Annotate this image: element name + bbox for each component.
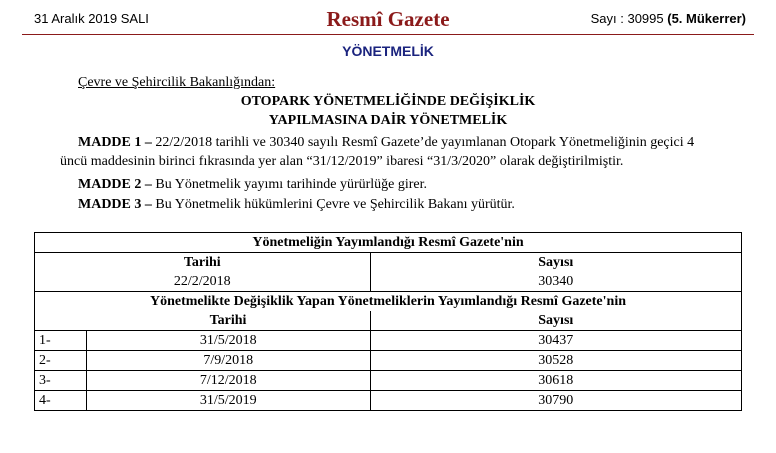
original-number: 30340: [370, 272, 741, 292]
regulation-title-line2: YAPILMASINA DAİR YÖNETMELİK: [268, 113, 508, 128]
document-type: YÖNETMELİK: [342, 43, 434, 59]
issue-extra: (5. Mükerrer): [667, 11, 746, 26]
article-1-line1: [78, 133, 748, 152]
amendment-number: 30437: [370, 331, 741, 351]
col-date-header-2: Tarihi: [86, 311, 370, 331]
amendment-date: 7/9/2018: [86, 351, 370, 371]
amendment-number: 30618: [370, 371, 741, 391]
issue-label: Sayı : 30995: [590, 11, 664, 26]
amendment-index: 4-: [35, 391, 87, 411]
amendment-index: 2-: [35, 351, 87, 371]
article-3-text: Bu Yönetmelik hükümlerini Çevre ve Şehircilik Bakanı yürütür.: [151, 197, 515, 212]
amendment-date: 7/12/2018: [86, 371, 370, 391]
article-3-label: MADDE 3 –: [78, 197, 152, 212]
article-1-text-line2: üncü maddesinin birinci fıkrasında yer alan “31/12/2019” ibaresi “31/3/2020” olarak değiştirilmiştir.: [60, 154, 624, 169]
issue-number: [591, 11, 746, 26]
index-header-blank: [35, 311, 87, 331]
section2-title: Yönetmelikte Değişiklik Yapan Yönetmeliklerin Yayımlandığı Resmî Gazete'nin: [35, 292, 742, 312]
ministry-name: Çevre ve Şehircilik Bakanlığından:: [78, 75, 276, 90]
amendment-date: 31/5/2019: [86, 391, 370, 411]
amendment-index: 1-: [35, 331, 87, 351]
article-3: [78, 195, 748, 214]
table-row: [35, 331, 742, 351]
gazette-title: Resmî Gazete: [326, 7, 450, 31]
article-2-text: Bu Yönetmelik yayımı tarihinde yürürlüğe girer.: [151, 177, 428, 192]
table-row: [35, 351, 742, 371]
col-number-header-2: Sayısı: [370, 311, 741, 331]
article-1-label: MADDE 1 –: [78, 135, 152, 150]
gazette-header: [0, 0, 776, 36]
issue-date: 31 Aralık 2019 SALI: [34, 11, 149, 26]
amendment-number: 30790: [370, 391, 741, 411]
amendment-index: 3-: [35, 371, 87, 391]
regulation-title-line1: OTOPARK YÖNETMELİĞİNDE DEĞİŞİKLİK: [240, 94, 536, 109]
article-2-label: MADDE 2 –: [78, 177, 152, 192]
table-row: [35, 253, 742, 273]
original-date: 22/2/2018: [35, 272, 371, 292]
article-1-text-line1: 22/2/2018 tarihli ve 30340 sayılı Resmî Gazete’de yayımlanan Otopark Yönetmeliğinin geçici 4: [151, 135, 695, 150]
amendment-date: 31/5/2018: [86, 331, 370, 351]
section1-title: Yönetmeliğin Yayımlandığı Resmî Gazete'nin: [35, 233, 742, 253]
table-row: [35, 311, 742, 331]
header-divider: [22, 34, 754, 35]
col-number-header: Sayısı: [370, 253, 741, 273]
amendment-number: 30528: [370, 351, 741, 371]
table-row: [35, 233, 742, 253]
article-2: [78, 175, 748, 194]
table-row: [35, 371, 742, 391]
col-date-header: Tarihi: [35, 253, 371, 273]
table-row: [35, 391, 742, 411]
table-row: [35, 272, 742, 292]
table-row: [35, 292, 742, 312]
gazette-history-table: [34, 232, 742, 411]
